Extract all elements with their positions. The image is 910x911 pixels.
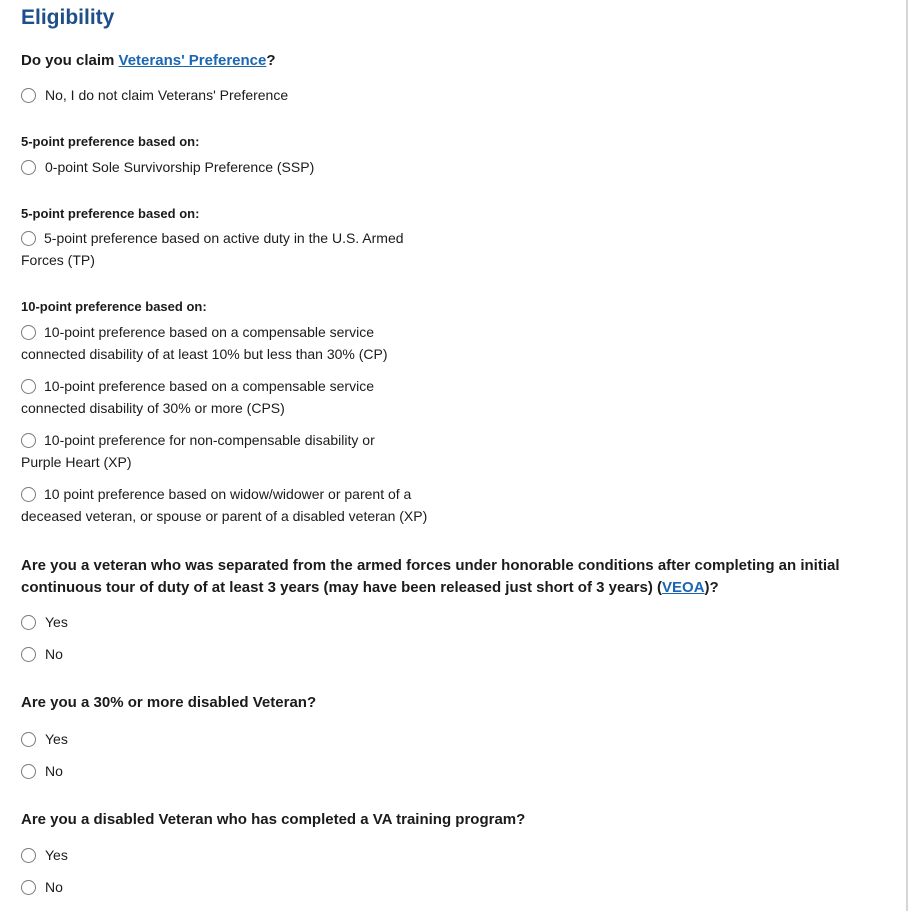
radio-button[interactable] <box>21 848 36 863</box>
group-heading-tp: 5-point preference based on: <box>21 206 200 221</box>
radio-option-cps[interactable] <box>21 375 401 419</box>
radio-label: 5-point preference based on active duty in the U.S. Armed Forces (TP) <box>21 230 404 268</box>
radio-button[interactable] <box>21 231 36 246</box>
radio-label: Yes <box>45 847 68 863</box>
radio-button[interactable] <box>21 325 36 340</box>
radio-button[interactable] <box>21 433 36 448</box>
radio-veoa-no[interactable] <box>21 643 63 665</box>
radio-button[interactable] <box>21 880 36 895</box>
radio-va-training-yes[interactable] <box>21 844 68 866</box>
radio-label: No <box>45 763 63 779</box>
radio-30-percent-yes[interactable] <box>21 728 68 750</box>
radio-button[interactable] <box>21 160 36 175</box>
group-heading-ssp: 5-point preference based on: <box>21 134 200 149</box>
question-30-percent-disabled: Are you a 30% or more disabled Veteran? <box>21 694 317 711</box>
page-title: Eligibility <box>21 6 115 29</box>
veterans-preference-link[interactable]: Veterans' Preference <box>118 52 267 69</box>
radio-option-xp-purple-heart[interactable] <box>21 429 401 473</box>
radio-button[interactable] <box>21 88 36 103</box>
question-suffix: )? <box>704 579 719 596</box>
radio-veoa-yes[interactable] <box>21 611 68 633</box>
radio-label: 10-point preference based on a compensable service connected disability of at least 10% but less than 30% (CP) <box>21 324 388 362</box>
radio-label: Yes <box>45 731 68 747</box>
radio-button[interactable] <box>21 487 36 502</box>
question-text: Do you claim <box>21 52 119 69</box>
radio-option-no-preference[interactable] <box>21 84 288 106</box>
radio-label: Yes <box>45 614 68 630</box>
question-va-training: Are you a disabled Veteran who has completed a VA training program? <box>21 811 526 828</box>
question-text: Are you a veteran who was separated from the armed forces under honorable conditions after completing an initial continuous tour of duty of at least 3 years (may have been released just short of 3 years) ( <box>21 557 840 596</box>
radio-30-percent-no[interactable] <box>21 760 63 782</box>
group-heading-10-point: 10-point preference based on: <box>21 299 207 314</box>
radio-button[interactable] <box>21 615 36 630</box>
radio-button[interactable] <box>21 764 36 779</box>
radio-button[interactable] <box>21 732 36 747</box>
radio-label: 10-point preference based on a compensable service connected disability of 30% or more (CPS) <box>21 378 374 416</box>
question-veterans-preference <box>21 50 276 72</box>
question-veoa <box>21 555 891 599</box>
right-border <box>906 0 908 911</box>
radio-option-ssp[interactable] <box>21 156 314 178</box>
radio-option-cp[interactable] <box>21 321 401 365</box>
radio-label: 0-point Sole Survivorship Preference (SSP) <box>45 159 315 175</box>
radio-button[interactable] <box>21 647 36 662</box>
radio-option-tp[interactable] <box>21 227 421 271</box>
veoa-link[interactable]: VEOA <box>662 579 705 596</box>
radio-option-xp-widow[interactable] <box>21 483 441 527</box>
question-suffix: ? <box>266 52 276 69</box>
radio-label: No <box>45 879 63 895</box>
radio-label: No <box>45 646 63 662</box>
radio-button[interactable] <box>21 379 36 394</box>
radio-label: 10-point preference for non-compensable disability or Purple Heart (XP) <box>21 432 375 470</box>
radio-label: 10 point preference based on widow/widower or parent of a deceased veteran, or spouse or parent of a disabled veteran (XP) <box>21 486 428 524</box>
radio-label: No, I do not claim Veterans' Preference <box>45 87 289 103</box>
radio-va-training-no[interactable] <box>21 876 63 898</box>
